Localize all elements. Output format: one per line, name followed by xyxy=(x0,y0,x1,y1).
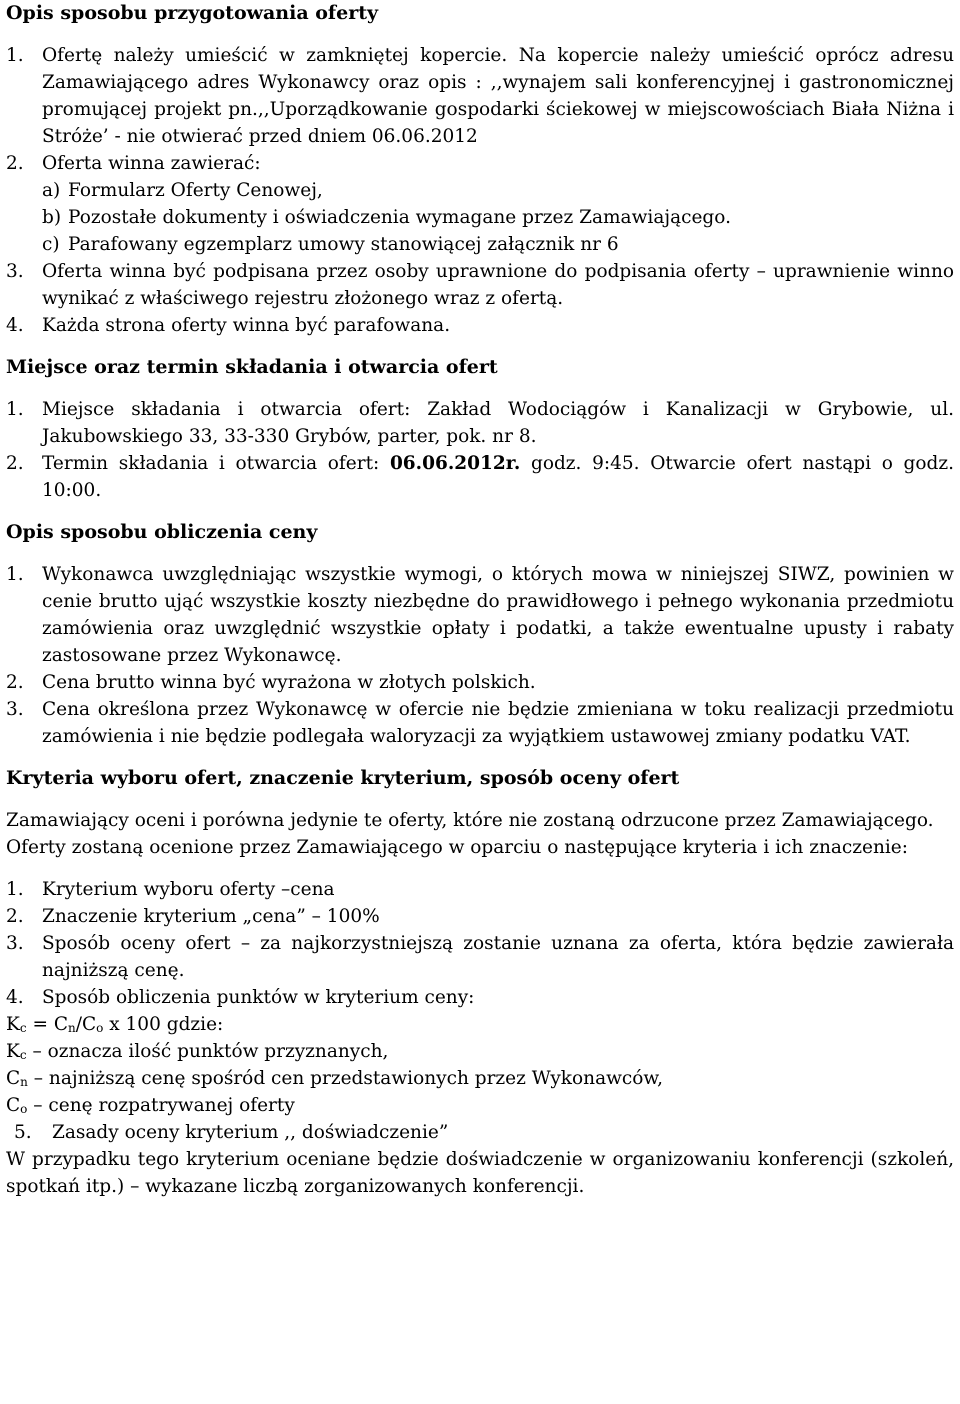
section-title-price: Opis sposobu obliczenia ceny xyxy=(6,521,318,543)
deadline-date: 06.06.2012r. xyxy=(389,453,521,474)
section-title-criteria: Kryteria wyboru ofert, znaczenie kryterium, sposób oceny ofert xyxy=(6,767,680,789)
criteria-item-5: 5. Zasady oceny kryterium ,, doświadczenie” xyxy=(14,1122,449,1143)
list-item: 2. Termin składania i otwarcia ofert: 06.06.2012r. godz. 9:45. Otwarcie ofert nastąpi o godz. 10:00. xyxy=(6,453,954,501)
list-item: 4. Każda strona oferty winna być parafowana. xyxy=(6,315,451,336)
criteria-list xyxy=(6,876,954,1011)
list-item: 2. Znaczenie kryterium „cena” – 100% xyxy=(6,906,380,927)
formula-legend: $K_c$ – oznacza ilość punktów przyznanych, xyxy=(6,1041,389,1062)
offer-contents-list xyxy=(6,177,954,258)
formula-legend: $C_o$ – cenę rozpatrywanej oferty xyxy=(6,1095,295,1116)
list-item: 3. Sposób oceny ofert – za najkorzystniejszą zostanie uznana za oferta, która będzie zawierała najniższą cenę. xyxy=(6,933,954,981)
list-item: 1. Kryterium wyboru oferty –cena xyxy=(6,879,335,900)
list-item: 3. Cena określona przez Wykonawcę w ofercie nie będzie zmieniana w toku realizacji przedmiotu zamówienia i nie będzie podlegała waloryzacji za wyjątkiem ustawowej zmiany podatku VAT. xyxy=(6,699,954,747)
section-title-preparation: Opis sposobu przygotowania oferty xyxy=(6,2,379,24)
criteria-paragraph: Oferty zostaną ocenione przez Zamawiającego w oparciu o następujące kryteria i ich znaczenie: xyxy=(6,837,908,858)
list-item: 2. Oferta winna zawierać: xyxy=(6,153,261,174)
formula-legend: $C_n$ – najniższą cenę spośród cen przedstawionych przez Wykonawców, xyxy=(6,1068,663,1089)
price-list xyxy=(6,561,954,750)
criteria-paragraph: Zamawiający oceni i porówna jedynie te oferty, które nie zostaną odrzucone przez Zamawiającego. xyxy=(6,810,934,831)
list-item: a) Formularz Oferty Cenowej, xyxy=(42,180,323,201)
list-item: 3. Oferta winna być podpisana przez osoby uprawnione do podpisania oferty – uprawnienie winno wynikać z właściwego rejestru złożonego wraz z ofertą. xyxy=(6,261,954,309)
list-item: 4. Sposób obliczenia punktów w kryterium ceny: xyxy=(6,987,475,1008)
list-item: 1. Ofertę należy umieścić w zamkniętej kopercie. Na kopercie należy umieścić oprócz adresu Zamawiającego adres Wykonawcy oraz opis : ,,wynajem sali konferencyjnej i gastronomicznej promującej projekt pn.,,Uporządkowanie gospodarki ściekowej w miejscowościach Biała Niżna i Stróże’ - nie otwierać przed dniem 06.06.2012 xyxy=(6,45,954,147)
preparation-list-continued xyxy=(6,258,954,339)
list-item: b) Pozostałe dokumenty i oświadczenia wymagane przez Zamawiającego. xyxy=(42,207,731,228)
list-item: c) Parafowany egzemplarz umowy stanowiącej załącznik nr 6 xyxy=(42,234,619,255)
formula-line: $K_c = C_n/C_o$ x 100 gdzie: xyxy=(6,1014,224,1035)
preparation-list xyxy=(6,42,954,177)
section-title-submission: Miejsce oraz termin składania i otwarcia ofert xyxy=(6,356,498,378)
criteria-paragraph: W przypadku tego kryterium oceniane będzie doświadczenie w organizowaniu konferencji (szkoleń, spotkań itp.) – wykazane liczbą zorganizowanych konferencji. xyxy=(6,1149,954,1197)
list-item: 1. Miejsce składania i otwarcia ofert: Zakład Wodociągów i Kanalizacji w Grybowie, ul. Jakubowskiego 33, 33-330 Grybów, parter, pok. nr 8. xyxy=(6,399,954,447)
submission-list xyxy=(6,396,954,504)
list-item: 2. Cena brutto winna być wyrażona w złotych polskich. xyxy=(6,672,536,693)
list-item: 1. Wykonawca uwzględniając wszystkie wymogi, o których mowa w niniejszej SIWZ, powinien w cenie brutto ująć wszystkie koszty niezbędne do prawidłowego i pełnego wykonania przedmiotu zamówienia oraz uwzględnić wszystkie opłaty i podatki, a także ewentualne upusty i rabaty zastosowane przez Wykonawcę. xyxy=(6,564,954,666)
